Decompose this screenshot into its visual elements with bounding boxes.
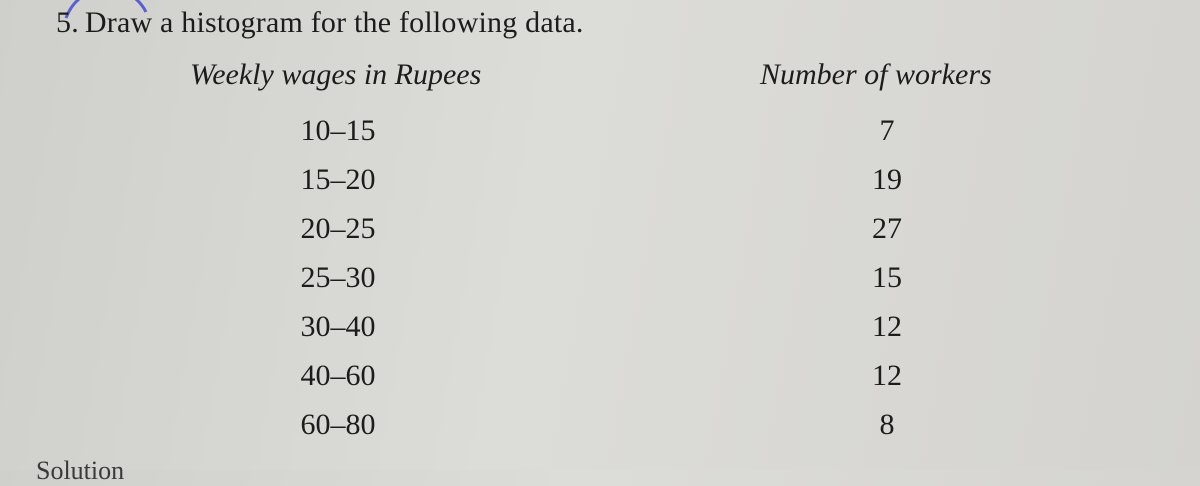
wage-interval: 10–15 xyxy=(300,114,376,147)
wage-interval: 40–60 xyxy=(300,359,376,392)
wage-interval: 30–40 xyxy=(300,310,376,343)
wage-interval: 20–25 xyxy=(300,212,376,245)
solution-heading-fragment: Solution xyxy=(36,456,125,485)
question-prompt xyxy=(56,6,584,40)
worker-count: 19 xyxy=(872,163,902,196)
worker-count: 12 xyxy=(872,310,902,343)
question-number: 5. xyxy=(56,6,79,39)
worker-count: 27 xyxy=(872,212,902,245)
worker-count: 8 xyxy=(879,408,895,441)
worker-count: 12 xyxy=(872,359,902,392)
worker-count: 15 xyxy=(872,261,902,294)
worker-count: 7 xyxy=(879,114,895,147)
wage-interval: 15–20 xyxy=(300,163,376,196)
wage-interval: 60–80 xyxy=(300,408,376,441)
header-number-of-workers: Number of workers xyxy=(760,58,992,91)
question-text: Draw a histogram for the following data. xyxy=(84,6,584,39)
header-weekly-wages: Weekly wages in Rupees xyxy=(190,58,482,91)
wage-interval: 25–30 xyxy=(300,261,376,294)
